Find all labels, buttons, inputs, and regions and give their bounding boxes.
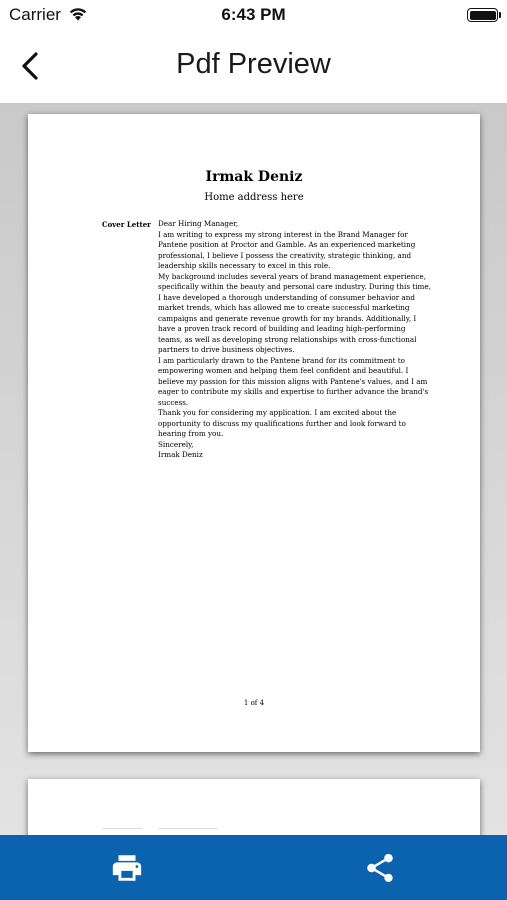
letter-line: Thank you for considering my application. I am excited about the [158,408,397,417]
letter-line: Dear Hiring Manager, [158,219,239,228]
letter-line: professional, I believe I possess the creativity, strategic thinking, and [158,250,412,260]
page-2-text-hint [102,828,142,829]
cover-letter-body [158,219,448,461]
letter-line: My background includes several years of brand management experience, [158,271,426,281]
letter-line: I am writing to express my strong interest in the Brand Manager for [158,229,408,239]
document-address: Home address here [204,192,304,203]
letter-line: teams, as well as developing strong relationships with cross-functional [158,334,417,344]
share-button[interactable] [363,851,397,885]
page-indicator: 1 of 4 [243,699,265,707]
letter-line: specifically within the beauty and personal care industry. During this time, [158,282,431,291]
letter-line: partners to drive business objectives. [158,345,295,354]
share-icon [363,851,397,885]
letter-line: Pantene position at Proctor and Gamble. As an experienced marketing [158,240,416,249]
letter-line: Sincerely, [158,439,194,449]
page-2-text-hint [158,828,218,829]
bottom-toolbar [0,835,507,900]
status-bar [0,0,507,32]
page-title: Pdf Preview [176,48,331,80]
letter-line: success. [158,397,189,407]
letter-line: have a proven track record of building and leading high-performing [158,324,406,333]
letter-line: campaigns and generate revenue growth for my brands. Additionally, I [158,313,417,323]
print-button[interactable] [110,851,144,885]
print-icon [110,851,144,885]
letter-line: hearing from you. [158,429,224,438]
letter-line: believe my passion for this mission aligns with Pantene's values, and I am [158,376,428,386]
letter-line: leadership skills necessary to excel in this role. [158,261,331,270]
section-label: Cover Letter [102,220,151,229]
status-time: 6:43 PM [221,5,286,24]
letter-line: I have developed a thorough understanding of consumer behavior and [158,292,415,302]
letter-line: I am particularly drawn to the Pantene brand for its commitment to [158,355,405,365]
battery-cap [499,12,501,18]
letter-line: eager to contribute my skills and expertise to further advance the brand's [158,387,429,396]
pdf-page-1 [28,114,480,752]
navigation-bar [0,32,507,103]
letter-line: empowering women and helping them feel confident and beautiful. I [158,366,409,375]
pdf-page-2 [28,779,480,835]
pdf-preview-area[interactable] [0,103,507,835]
document-name: Irmak Deniz [205,169,303,185]
letter-line: opportunity to discuss my qualifications further and look forward to [158,418,406,428]
letter-line: Irmak Deniz [158,450,203,459]
battery-icon [467,8,498,22]
letter-line: market trends, which has allowed me to create successful marketing [158,303,410,312]
carrier-label: Carrier [9,5,61,24]
